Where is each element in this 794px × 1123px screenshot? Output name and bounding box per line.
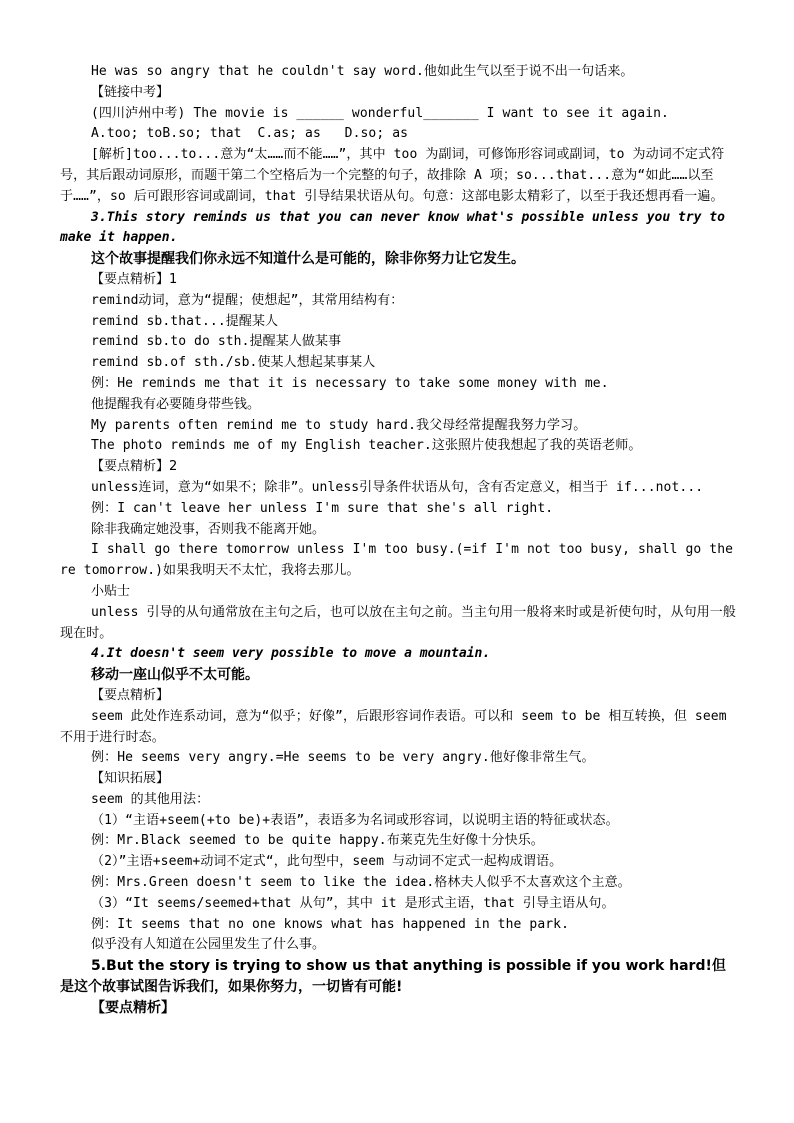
text-line: [解析]too...to...意为“太……而不能……”，其中 too 为副词，可修饰形容词或副词，to 为动词不定式符号，其后跟动词原形，而题干第二个空格后为一个完整的句子，故排除 A 项；so...that...意为“如此……以至于……”，so 后可跟形容词或副词，that 引导结果状语从句。句意：这部电影太精彩了，以至于我还想再看一遍。	[60, 147, 725, 204]
text-line: He was so angry that he couldn't say word.他如此生气以至于说不出一句话来。	[91, 64, 634, 79]
text-line: （3）“It seems/seemed+that 从句”，其中 it 是形式主语，that 引导主语从句。	[91, 895, 615, 911]
text-line: unless连词，意为“如果不；除非”。unless引导条件状语从句，含有否定意义，相当于 if...not...	[91, 479, 704, 495]
text-line: I shall go there tomorrow unless I'm too busy.(=if I'm not too busy, shall go there tomorrow.)如果我明天不太忙，我将去那儿。	[60, 542, 734, 579]
text-line: （2）”主语+seem+动词不定式“，此句型中，seem 与动词不定式一起构成谓语。	[91, 854, 563, 870]
text-line: seem 的其他用法：	[91, 791, 210, 807]
text-line: The photo reminds me of my English teacher.这张照片使我想起了我的英语老师。	[91, 438, 642, 454]
text-line: 【要点精析】	[91, 687, 170, 703]
text-line: 移动一座山似乎不太可能。	[91, 667, 259, 684]
text-line: 除非我确定她没事，否则我不能离开她。	[91, 521, 326, 537]
text-line: 【要点精析】	[91, 999, 175, 1016]
text-line: 例：I can't leave her unless I'm sure that she's all right.	[91, 500, 554, 516]
text-line: 5.But the story is trying to show us that anything is possible if you work hard!但是这个故事试图告诉我们，如果你努力，一切皆有可能!	[60, 958, 726, 996]
text-line: A.too; toB.so; that C.as; as D.so; as	[91, 126, 409, 142]
text-line: 小贴士	[91, 583, 131, 599]
text-line: （1）“主语+seem(+to be)+表语”，表语多为名词或形容词，以说明主语的特征或状态。	[91, 812, 619, 828]
text-line: 【要点精析】2	[91, 459, 178, 475]
text-line: 【要点精析】1	[91, 271, 178, 287]
text-line: remind sb.of sth./sb.使某人想起某事某人	[91, 355, 376, 371]
text-line: remind sb.that...提醒某人	[91, 313, 279, 329]
text-line: 3.This story reminds us that you can never know what's possible unless you try to make it happen.	[60, 209, 733, 246]
text-line: unless 引导的从句通常放在主句之后，也可以放在主句之前。当主句用一般将来时或是祈使句时，从句用一般现在时。	[60, 604, 736, 641]
text-line: 例：He seems very angry.=He seems to be very angry.他好像非常生气。	[91, 750, 595, 766]
text-line: 【知识拓展】	[91, 771, 170, 787]
text-line: 似乎没有人知道在公园里发生了什么事。	[91, 937, 326, 953]
text-line: 例：Mrs.Green doesn't seem to like the idea.格林夫人似乎不太喜欢这个主意。	[91, 875, 631, 891]
text-line: 例：He reminds me that it is necessary to take some money with me.	[91, 375, 609, 391]
text-line: My parents often remind me to study hard.我父母经常提醒我努力学习。	[91, 417, 587, 433]
text-line: remind动词，意为“提醒；使想起”，其常用结构有：	[91, 292, 404, 308]
text-line: 这个故事提醒我们你永远不知道什么是可能的，除非你努力让它发生。	[91, 251, 525, 268]
text-line: (四川泸州中考) The movie is ______ wonderful_______ I want to see it again.	[91, 105, 669, 121]
text-line: 他提醒我有必要随身带些钱。	[91, 396, 261, 412]
text-line: 4.It doesn't seem very possible to move a mountain.	[91, 646, 491, 662]
text-line: 【链接中考】	[91, 84, 170, 100]
text-line: 例：Mr.Black seemed to be quite happy.布莱克先生好像十分快乐。	[91, 833, 544, 849]
text-line: seem 此处作连系动词，意为“似乎；好像”，后跟形容词作表语。可以和 seem to be 相互转换，但 seem 不用于进行时态。	[60, 708, 735, 745]
text-line: 例：It seems that no one knows what has happened in the park.	[91, 916, 570, 932]
text-line: remind sb.to do sth.提醒某人做某事	[91, 334, 342, 350]
